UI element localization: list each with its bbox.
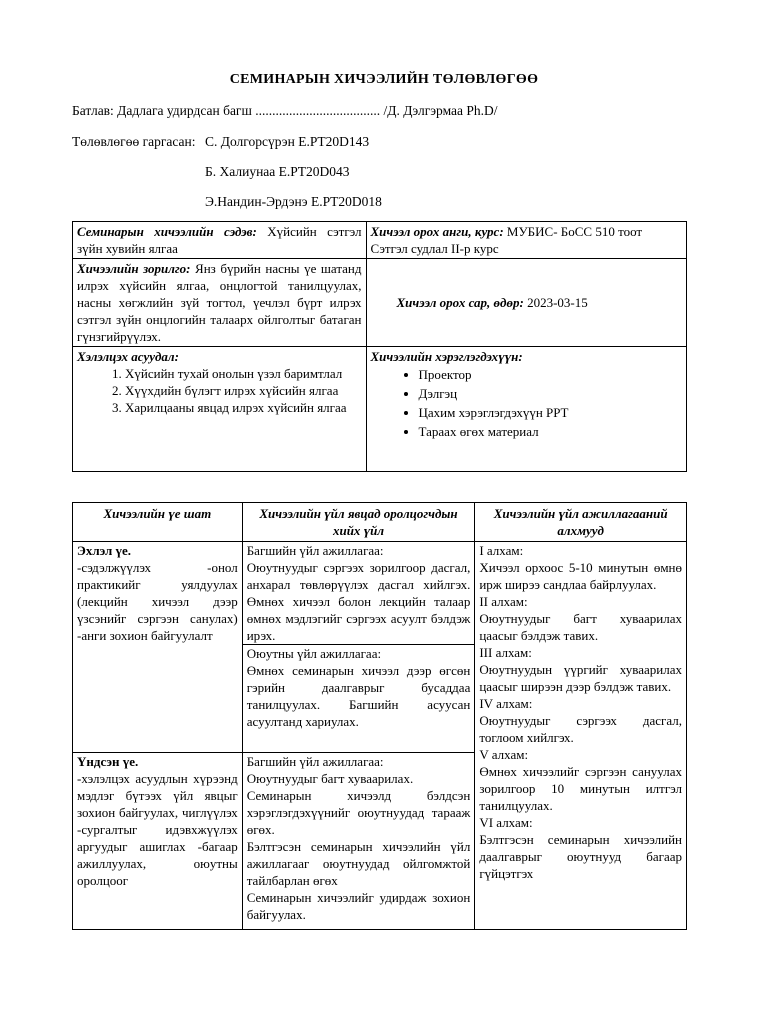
step-text: Бэлтгэсэн семинарын хичээлийн даалгаврыг оюутнууд багаар гүйцэтгэх: [479, 832, 682, 881]
material-item: • Цахим хэрэглэгдэхүүн PPT: [419, 403, 682, 422]
topic-label: Семинарын хичээлийн сэдэв:: [77, 224, 257, 239]
main-text: -хэлэлцэх асуудлын хүрээнд мэдлэг бүтээх үйл явцыг зохион байгуулах, чиглүүлэх -сургалтыг идэвхжүүлэх аргуудыг ашиглах -багаар ажиллуулах, оюутны оролцоог: [77, 771, 238, 888]
class-label: Хичээл орох анги, курс:: [370, 224, 504, 239]
student-block: [243, 644, 475, 730]
materials-cell: [366, 347, 686, 472]
info-table: [72, 221, 687, 472]
material-item: • Тараах өгөх материал: [419, 422, 682, 441]
teacher-main-text: Бэлтгэсэн семинарын хичээлийн үйл ажиллагааг оюутнуудад ойлгомжтой тайлбарлан өгөх: [246, 839, 471, 888]
materials-list: [371, 365, 682, 441]
topic-cell: [73, 222, 367, 259]
main-title: Үндсэн үе.: [77, 754, 139, 769]
step-label: III алхам:: [479, 645, 532, 660]
step-label: V алхам:: [479, 747, 529, 762]
question-item: 1. Хүйсийн тухай онолын үзэл баримтлал: [125, 365, 362, 382]
intro-title: Эхлэл үе.: [77, 543, 132, 558]
teacher-main-text: Семинарын хичээлийг удирдаж зохион байгуулах.: [246, 890, 471, 922]
step-label: VI алхам:: [479, 815, 533, 830]
header-activities: Хичээлийн үйл явцад оролцогчдын хийх үйл: [242, 503, 475, 542]
header-stage: Хичээлийн үе шат: [73, 503, 243, 542]
author-2: Б. Халиунаа Е.PT20D043: [205, 164, 350, 179]
questions-label: Хэлэлцэх асуудал:: [77, 349, 179, 364]
question-item: 2. Хүүхдийн бүлэгт илрэх хүйсийн ялгаа: [125, 382, 362, 399]
teacher-main-text: Семинарын хичээлд бэлдсэн хэрэглэгдэхүүнийг оюутнуудад тарааж өгөх.: [246, 788, 471, 837]
step-text: Хичээл орхоос 5-10 минутын өмнө ирж ширээ сандлаа байрлуулах.: [479, 560, 682, 592]
main-stage-cell: [73, 753, 243, 930]
step-text: Оюутнуудыг сэргээх дасгал, тоглоом хийлгэх.: [479, 713, 682, 745]
author-1: С. Долгорсүрэн Е.PT20D143: [205, 134, 370, 149]
approver-line: Батлав: Дадлага удирдсан багш ..................................... /Д. Дэлгэрмаа Ph.D/: [72, 103, 498, 118]
teacher-intro-text: Оюутнуудыг сэргээх зорилгоор дасгал, анхарал төвлөрүүлэх дасгал хийлгэх. Өмнөх хичээл болон лекцийн талаар өмнөх мэдлэгийг сэргээх асуулт бэлдэж ирэх.: [246, 560, 471, 643]
question-item: 3. Харилцааны явцад илрэх хүйсийн ялгаа: [125, 399, 362, 416]
goal-cell: [73, 259, 367, 347]
step-label: IV алхам:: [479, 696, 533, 711]
date-cell: [366, 259, 686, 347]
prepared-label: Төлөвлөгөө гаргасан:: [72, 134, 196, 149]
teacher-main-label: Багшийн үйл ажиллагаа:: [246, 754, 384, 769]
class-cell: [366, 222, 686, 259]
materials-label: Хичээлийн хэрэглэгдэхүүн:: [370, 349, 523, 364]
step-text: Оюутнуудыг багт хуваарилах цаасыг бэлдэж тавих.: [479, 611, 682, 643]
step-label: II алхам:: [479, 594, 528, 609]
step-label: I алхам:: [479, 543, 524, 558]
teacher-intro-label: Багшийн үйл ажиллагаа:: [246, 543, 384, 558]
step-text: Өмнөх хичээлийг сэргээн сануулах зорилгоор 10 минутын илтгэл танилцуулах.: [479, 764, 682, 813]
goal-value: Янз бүрийн насны үе шатанд илрэх хүйсийн ялгаа, онцлогтой танилцуулах, насны хөгжлийн зүй тогтол, үечлэл бүрт илрэх сэтгэл зүйн онцлогийн талаарх ойлголтыг батаган гүнзгийрүүлэх.: [77, 261, 362, 344]
step-text: Оюутнуудын үүргийг хуваарилах цаасыг ширээн дээр бэлдэж тавих.: [479, 662, 682, 694]
intro-text: -сэдэлжүүлэх -онол практикийг уялдуулах (лекцийн хичээл дээр үзсэнийг сэргээн санулах) -анги зохион байгуулалт: [77, 560, 238, 643]
class-value: МУБИС- БоСС 510 тоот Сэтгэл судлал II-р курс: [370, 224, 643, 256]
page-title: СЕМИНАРЫН ХИЧЭЭЛИЙН ТӨЛӨВЛӨГӨӨ: [229, 72, 539, 87]
steps-cell: [475, 542, 687, 930]
intro-activities-cell: [242, 542, 475, 753]
main-activities-cell: [242, 753, 475, 930]
date-value: 2023-03-15: [527, 295, 588, 310]
author-3: Э.Нандин-Эрдэнэ Е.PT20D018: [205, 194, 382, 209]
plan-table: [72, 502, 687, 930]
goal-label: Хичээлийн зорилго:: [77, 261, 191, 276]
topic-value: Хүйсийн сэтгэл зүйн хувийн ялгаа: [77, 224, 362, 256]
teacher-main-text: Оюутнуудыг багт хуваарилах.: [246, 771, 414, 786]
questions-cell: [73, 347, 367, 472]
intro-stage-cell: [73, 542, 243, 753]
date-label: Хичээл орох сар, өдөр:: [396, 295, 524, 310]
material-item: • Проектор: [419, 365, 682, 384]
material-item: • Дэлгэц: [419, 384, 682, 403]
questions-list: [77, 365, 362, 416]
student-text: Өмнөх семинарын хичээл дээр өгсөн гэрийн даалгаврыг бусаддаа танилцуулах. Багшийн асуусан асуултанд хариулах.: [246, 663, 471, 729]
student-label: Оюутны үйл ажиллагаа:: [246, 646, 382, 661]
header-steps: Хичээлийн үйл ажиллагааний алхмууд: [475, 503, 687, 542]
